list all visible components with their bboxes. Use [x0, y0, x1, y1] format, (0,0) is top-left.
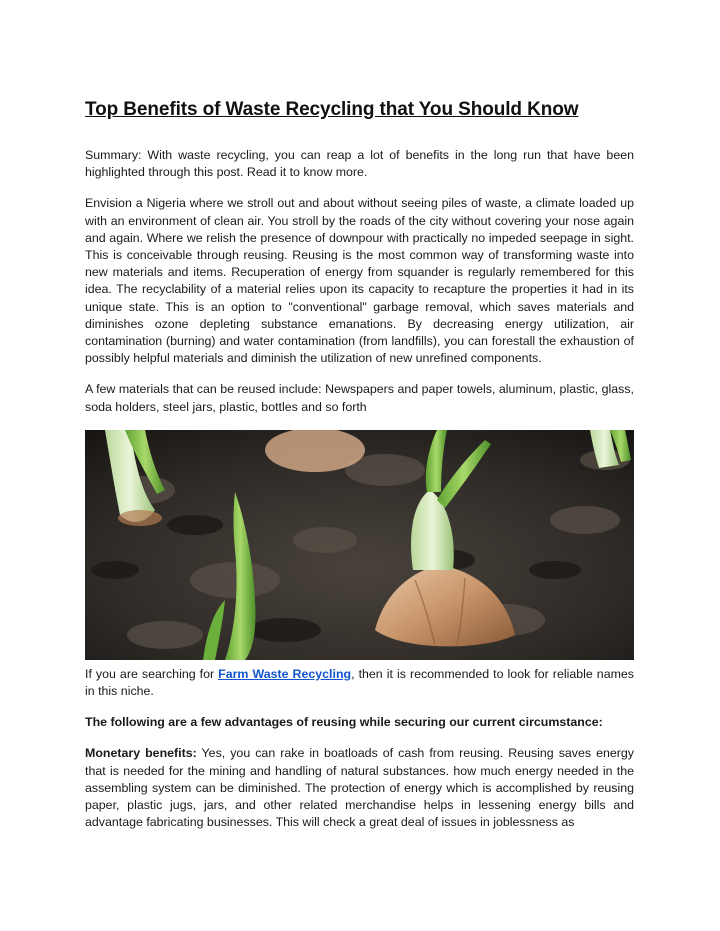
search-paragraph-suffix: , then it is recommended to look for reliable names in this niche. — [85, 666, 634, 699]
monetary-benefits-label: Monetary benefits: — [85, 746, 197, 761]
materials-paragraph: A few materials that can be reused include: Newspapers and paper towels, aluminum, plastic, glass, soda holders, steel jars, plastic, bottles and so forth — [85, 382, 634, 414]
search-paragraph — [85, 666, 634, 700]
monetary-benefits-paragraph — [85, 745, 634, 831]
summary-paragraph: Summary: With waste recycling, you can reap a lot of benefits in the long run that have been highlighted through this post. Read it to know more. — [85, 148, 634, 180]
document-body — [85, 98, 634, 845]
farm-waste-recycling-link[interactable]: Farm Waste Recycling — [218, 666, 352, 681]
search-paragraph-prefix: If you are searching for — [85, 666, 219, 681]
intro-paragraph: Envision a Nigeria where we stroll out and about without seeing piles of waste, a climate loaded up with an environment of clean air. You stroll by the roads of the city without covering your nose again and again. Where we relish the presence of downpour with practically no impeded seepage in sight. This is conceivable through reusing. Reusing is the most common way of transforming waste into new materials and items. Recuperation of energy from squander is regularly remembered for this idea. The recyclability of a material relies upon its capacity to recapture the properties it had in its unique state. This is an option to "conventional" garbage removal, which saves materials and diminishes ozone depleting substance emanations. By decreasing energy utilization, air contamination (burning) and water contamination (from landfills), you can forestall the exhaustion of possibly helpful materials and diminish the utilization of new unrefined components. — [85, 196, 634, 366]
advantages-heading: The following are a few advantages of reusing while securing our current circumstance: — [85, 715, 603, 730]
page-title: Top Benefits of Waste Recycling that You Should Know — [85, 99, 579, 120]
onion-sprouts-in-soil-image — [85, 430, 634, 660]
monetary-benefits-text: Yes, you can rake in boatloads of cash from reusing. Reusing saves energy that is needed for the mining and handling of natural substances. how much energy needed in the assembling system can be diminished. The protection of energy which is accomplished by reusing paper, plastic jugs, jars, and other related merchandise helps in lessening energy bills and advantage fabricating businesses. This will check a great deal of issues in joblessness as — [85, 746, 635, 830]
